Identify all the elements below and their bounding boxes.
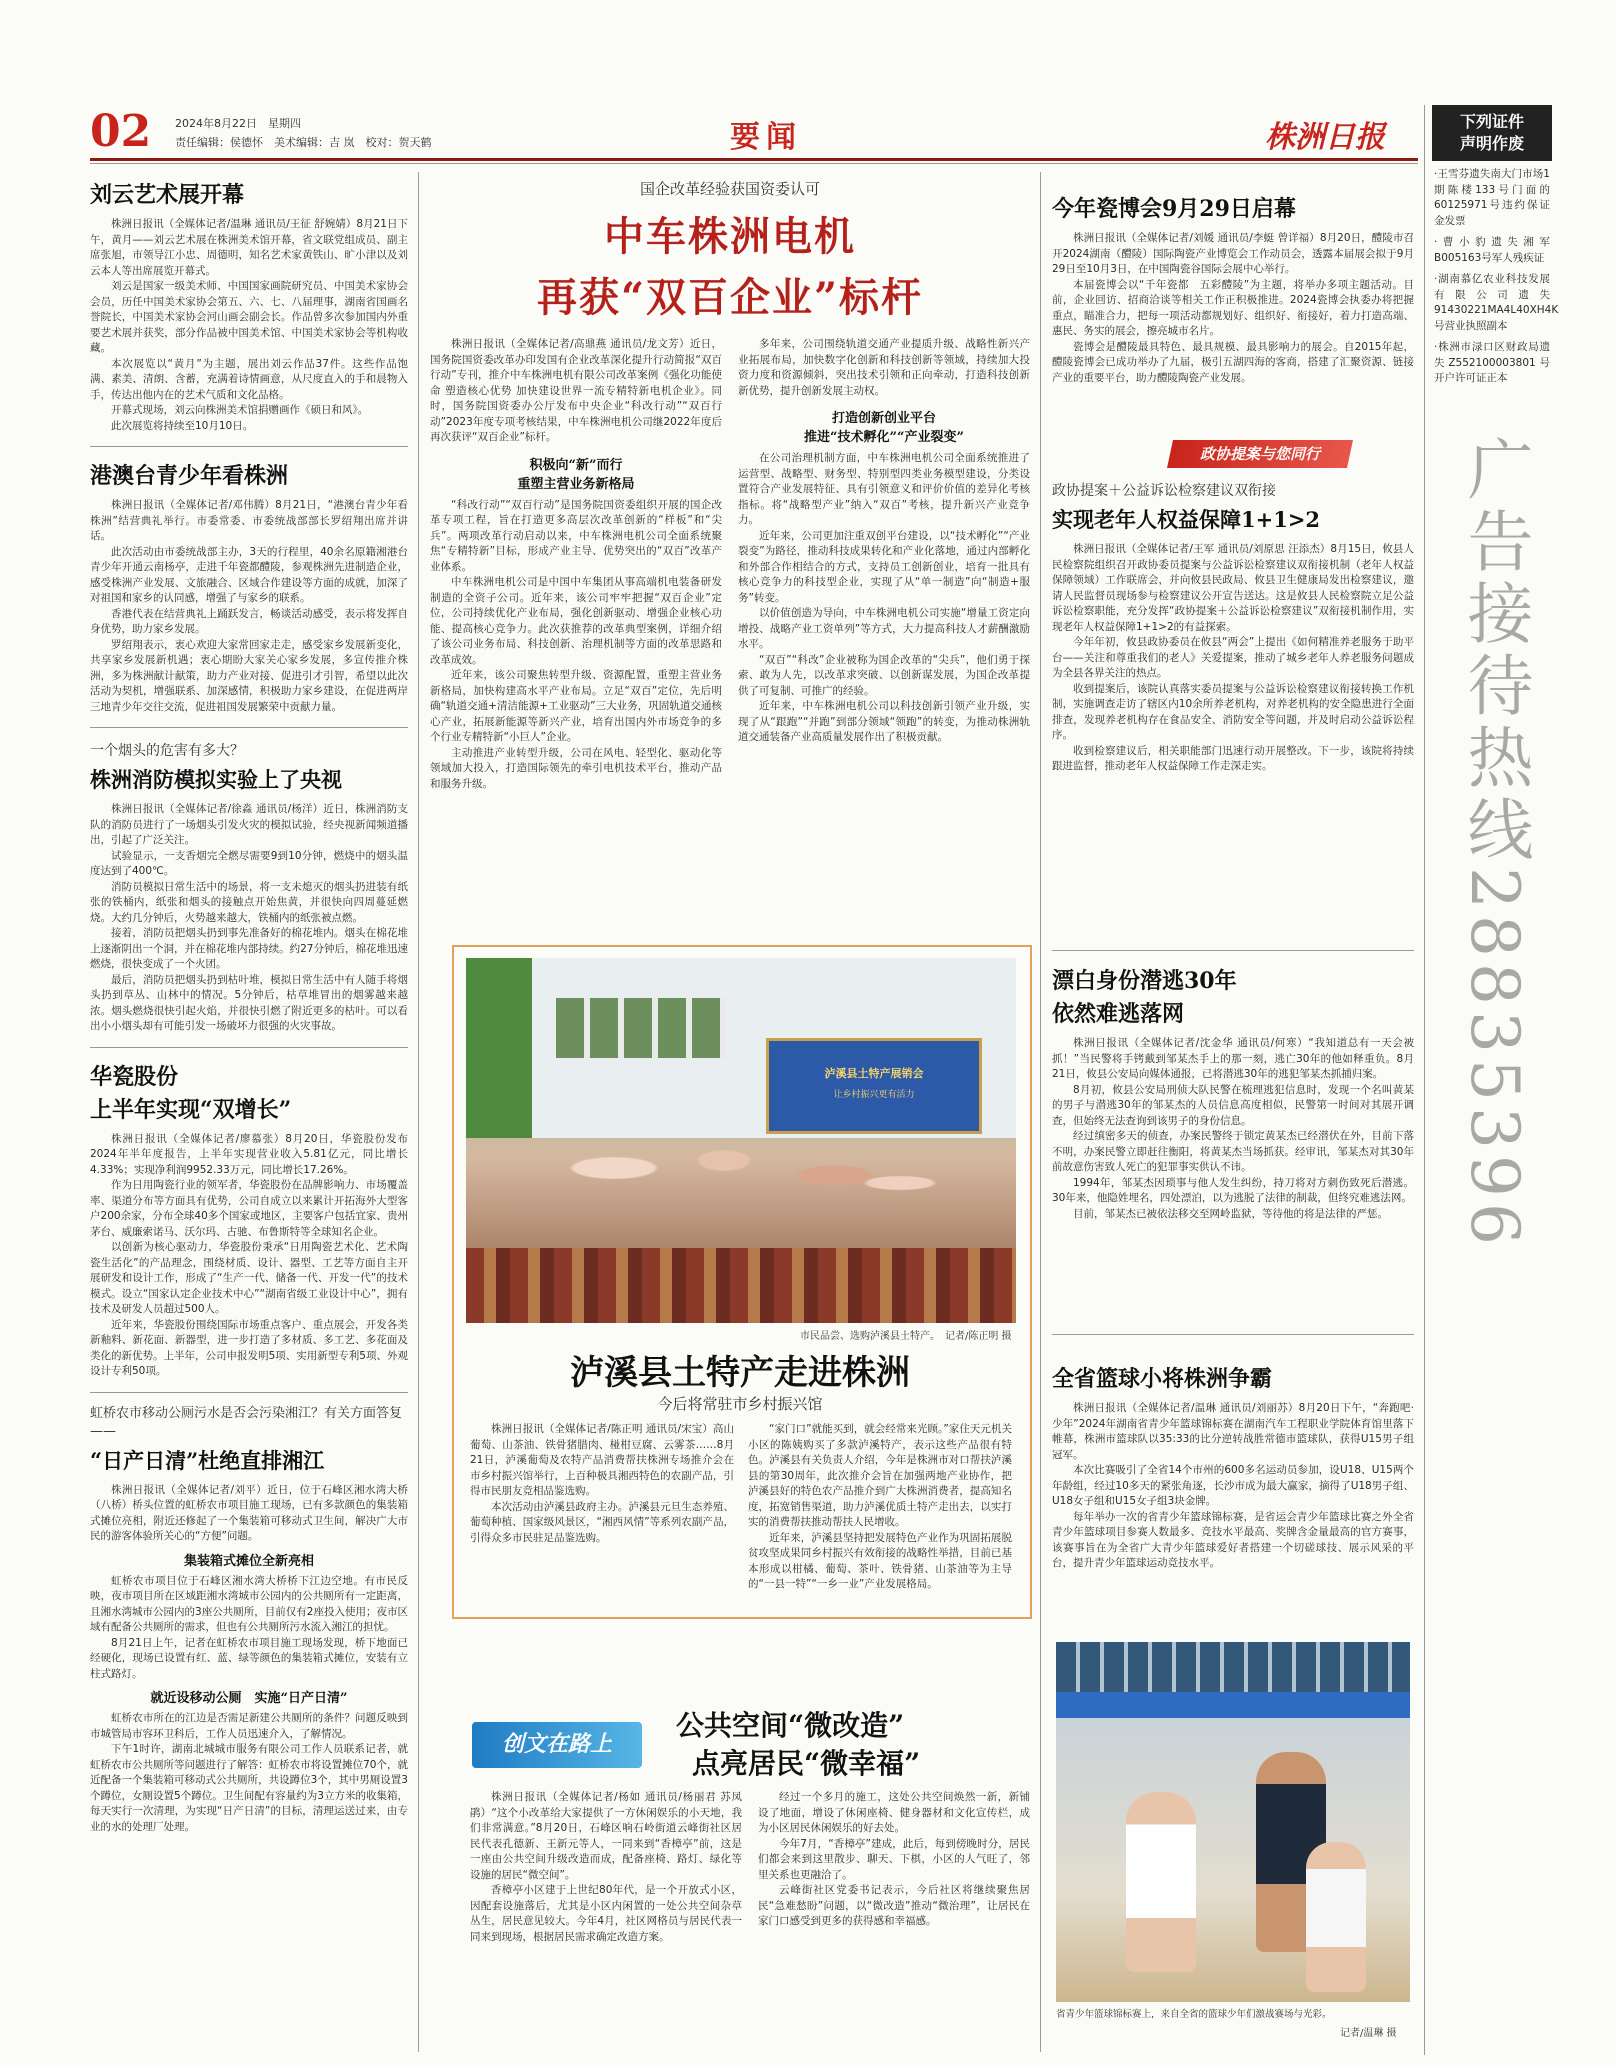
subhead-crrc-2b: 推进“技术孵化”“产业裂变” xyxy=(804,430,964,445)
luxi-photo xyxy=(466,958,1016,1323)
paragraph: 今年年初，攸县政协委员在攸县“两会”上提出《如何精准养老服务于助平台——关注和尊重我们的老人》关爱提案，推动了城乡老年人养老服务问题成为全县各界关注的热点。 xyxy=(1052,636,1414,679)
article-gangao xyxy=(90,459,408,715)
paragraph: 株洲日报讯（全媒体记者/邓伟腾）8月21日，“港澳台青少年看株洲”结营典礼举行。市委常委、市委统战部部长罗绍翔出席并讲话。 xyxy=(90,499,408,542)
paragraph: 以价值创造为导向，中车株洲电机公司实施“增量工资定向增投、战略产业工资单列”等方式，大力提高科技人才薪酬激励水平。 xyxy=(738,607,1030,650)
headline-smoke: 株洲消防模拟实验上了央视 xyxy=(90,767,342,792)
headline-huaci-2: 上半年实现“双增长” xyxy=(90,1096,292,1123)
section-title: 要闻 xyxy=(730,120,802,155)
wenchuang-col-right xyxy=(758,1790,1030,2052)
photo-shoppers xyxy=(526,1108,966,1258)
paragraph: 香港代表在结营典礼上踊跃发言，畅谈活动感受，表示将发挥自身优势，助力家乡发展。 xyxy=(90,607,408,635)
paragraph: 株洲日报讯（全媒体记者/王军 通讯员/刘原思 汪添杰）8月15日，攸县人民检察院组织召开政协委员提案与公益诉讼检察建议双衔接机制（老年人权益保障领域）工作联席会，并向攸县民政局、攸县卫生健康局发出检察建议，邀请人民监督员现场参与检察建议公开宣告送达。这是攸县人民检察院立足公益诉讼检察职能，充分发挥“政协提案＋公益诉讼检察建议”双衔接机制作用，实现老年人权益保障1+1>2的有益探索。 xyxy=(1052,543,1414,633)
divider xyxy=(1052,1334,1414,1335)
editors-line: 责任编辑：侯德怀 美术编辑：吉 岚 校对：贺天鹤 xyxy=(175,136,432,149)
headline-gangao: 港澳台青少年看株洲 xyxy=(90,463,289,489)
paragraph: “科改行动”“双百行动”是国务院国资委组织开展的国企改革专项工程，旨在打造更多高层次改革创新的“样板”和“尖兵”。两项改革行动启动以来，中车株洲电机公司全面系统聚焦“专精特新”目标，形成产业主导、优势突出的“双百”改革产业体系。 xyxy=(430,498,722,573)
headline-basketball: 全省篮球小将株洲争霸 xyxy=(1052,1366,1273,1392)
paragraph: 开幕式现场，刘云向株洲美术馆捐赠画作《硕日和风》。 xyxy=(111,404,369,416)
divider xyxy=(90,1392,408,1393)
paragraph: 香樟亭小区建于上世纪80年代，是一个开放式小区，因配套设施落后，尤其是小区内闲置的一处公共空间杂草丛生，居民意见较大。今年4月，社区网格员与居民代表一同来到现场，根据居民需求确定改造方案。 xyxy=(470,1884,742,1943)
notice-item: ·株洲市渌口区财政局遗失Z552100003801号开户许可证正本 xyxy=(1434,341,1550,384)
paragraph: 株洲日报讯（全媒体记者/陈正明 通讯员/宋宝）高山葡萄、山茶油、铁骨猪腊肉、椪柑豆腐、云雾茶……8月21日，泸溪葡萄及农特产品消费帮扶株洲专场推介会在市乡村振兴馆举行，上百种极具湘西特色的农副产品，引得市民朋友竞相品鉴选购。 xyxy=(470,1423,734,1497)
paragraph: 云峰街社区党委书记表示，今后社区将继续聚焦居民“急难愁盼”问题，以“微改造”推动“微治理”，让居民在家门口感受到更多的获得感和幸福感。 xyxy=(758,1884,1030,1927)
article-smoke xyxy=(90,740,408,1035)
paragraph: 接着，消防员把烟头扔到事先准备好的棉花堆内。烟头在棉花堆上逐渐阴出一个洞，并在棉花堆内部持续。约27分钟后，棉花堆迅速燃烧，很快变成了一个火团。 xyxy=(90,927,408,970)
paragraph: 近年来，华瓷股份围绕国际市场重点客户、重点展会，开发各类新釉料、新花面、新器型，进一步打造了多材质、多工艺、多花面及类化的新优势。上半年，公司申报发明5项、实用新型专利5项、外观设计专利50项。 xyxy=(90,1318,408,1377)
cppcc-banner-text: 政协提案与您同行 xyxy=(1199,445,1320,463)
paragraph: 每年举办一次的省青少年篮球锦标赛，是省运会青少年篮球比赛之外全省青少年篮球项目参赛人数最多、竞技水平最高、奖牌含金量最高的官方赛事，该赛事旨在为全省广大青少年篮球爱好者搭建一个切磋球技、展示风采的平台，提升青少年篮球运动竞技水平。 xyxy=(1052,1510,1414,1569)
paragraph: 株洲日报讯（全媒体记者/杨如 通讯员/杨丽君 苏凤鹃）“这个小改革给大家提供了一方休闲娱乐的小天地，我们非常满意。”8月20日，石峰区响石岭街道云峰街社区居民代表孔德新、王新元等人，一同来到“香樟亭”前，这是一座由公共空间升级改造而成，配备座椅、路灯、绿化等设施的居民“微空间”。 xyxy=(470,1791,742,1881)
paragraph: 株洲日报讯（全媒体记者/温琳 通讯员/王征 舒婉婧）8月21日下午，黄月——刘云艺术展在株洲美术馆开幕，省文联党组成员、副主席张旭，市领导江小忠、周德明，知名艺术家黄铁山、旷小津以及刘云本人等出席展览开幕式。 xyxy=(90,218,408,277)
luxi-col-left xyxy=(470,1422,734,1608)
cppcc-banner xyxy=(1167,440,1353,468)
paragraph: 株洲日报讯（全媒体记者/温琳 通讯员/刘丽苏）8月20日下午，“奔跑吧·少年”2024年湖南省青少年篮球锦标赛在湖南汽车工程职业学院体育馆里落下帷幕，株洲市篮球队以35:33的比分逆转战胜常德市篮球队，获得U15男子组冠军。 xyxy=(1052,1402,1414,1461)
paragraph: 株洲日报讯（全媒体记者/廖慕张）8月20日，华瓷股份发布2024年半年度报告，上半年实现营业收入5.81亿元，同比增长4.33%；实现净利润9952.33万元，同比增长17.26%。 xyxy=(90,1132,408,1176)
subhead-crrc-2a: 打造创新创业平台 xyxy=(831,411,936,426)
paragraph: 株洲日报讯（全媒体记者/高鼎燕 通讯员/龙文芳）近日，国务院国资委改革办印发国有企业改革深化提升行动简报“双百行动”专刊，推介中车株洲电机有限公司改革案例《强化功能使命 塑造核心优势 加快建设世界一流专精特新电机企业》。同时，国务院国资委办公厅发布中央企业“科改行动”“双百行动”2023年度专项考核结果，中车株洲电机公司继2022年度后再次获评“双百企业”标杆。 xyxy=(430,338,722,443)
article-fugitive xyxy=(1052,958,1414,1328)
headline-fugitive-1: 漂白身份潜逃30年 xyxy=(1052,968,1237,994)
paragraph: 消防员模拟日常生活中的场景，将一支未熄灭的烟头扔进装有纸张的铁桶内，纸张和烟头的接触点开始焦黄，并很快向四周蔓延燃烧。大约几分钟后，火势越来越大，铁桶内的纸张被点燃。 xyxy=(90,880,408,924)
photo-table xyxy=(466,1248,1016,1323)
headline-huaci-1: 华瓷股份 xyxy=(90,1063,179,1090)
notices-title-1: 下列证件 xyxy=(1459,112,1524,131)
subhead-crrc-1b: 重塑主营业务新格局 xyxy=(517,476,635,492)
photo-frames xyxy=(556,998,726,1058)
paper-logo: 株洲日报 xyxy=(1265,120,1385,155)
paragraph: 中车株洲电机公司是中国中车集团从事高端机电装备研发制造的全资子公司。近年来，该公司牢牢把握“双百企业”定位，公司持续优化产业布局，强化创新驱动、增强企业核心功能、提高核心竞争力。此次获推荐的改革典型案例，详细介绍了该公司业务布局、科技创新、治理机制等方面的改革思路和改革成效。 xyxy=(430,576,722,666)
paragraph: 近年来，该公司聚焦转型升级、资源配置，重塑主营业务新格局，加快构建高水平产业布局。立足“双百”定位，先后明确“轨道交通+清洁能源+工业驱动”三大业务，巩固轨道交通核心产业，拓展新能源等新兴产业，培育出国内外市场竞争的多个行业专精特新“小巨人”企业。 xyxy=(430,669,722,743)
notices-header xyxy=(1432,105,1552,161)
notices-sidebar xyxy=(1432,105,1559,2065)
kicker-smoke: 一个烟头的危害有多大？ xyxy=(90,743,244,759)
wenchuang-col-left xyxy=(470,1790,742,2052)
paragraph: 此次展览将持续至10月10日。 xyxy=(111,419,254,432)
page-number: 02 xyxy=(90,106,152,157)
article-cppcc xyxy=(1052,474,1414,944)
notice-item: ·王雪芬遗失南大门市场1期陈楼133号门面的60125971号违约保证金发票 xyxy=(1434,168,1550,227)
paragraph: 下午1时许，湖南北城城市服务有限公司工作人员联系记者，就虹桥农市公共厕所等问题进行了解答：虹桥农市将设置摊位70个，就近配备一个集装箱可移动式公共厕所，共设蹲位3个，其中男厕设置3个蹲位，女厕设置5个蹲位。卫生间配有容量约为3立方米的收集箱，每天实行一次清理，为实现“日产日清”的目标，清理运送过来，由专业的水的处理厂处理。 xyxy=(90,1743,408,1833)
article-expo xyxy=(1052,172,1414,432)
wenchuang-banner xyxy=(472,1722,642,1768)
kicker-river: 虹桥农市移动公厕污水是否会污染湘江？有关方面答复—— xyxy=(90,1405,403,1439)
subtitle-luxi: 今后将常驻市乡村振兴馆 xyxy=(657,1395,823,1413)
notices-list xyxy=(1432,161,1559,387)
paragraph: 近年来，中车株洲电机公司以科技创新引领产业升级，实现了从“跟跑”“并跑”到部分领域“领跑”的转变，为推动株洲轨道交通装备产业高质量发展作出了积极贡献。 xyxy=(738,700,1030,743)
divider xyxy=(1052,950,1414,951)
masthead xyxy=(90,106,1410,160)
paragraph: 刘云是国家一级美术师、中国国家画院研究员、中国美术家协会会员，历任中国美术家协会第五、六、七、八届理事，湖南省国画名誉院长，中国美术家协会河山画会副会长。作品曾多次参加国内外重要艺术展并获奖，部分作品被中国美术馆、中国美术家协会等机构收藏。 xyxy=(90,280,408,354)
paragraph: 在公司治理机制方面，中车株洲电机公司全面系统推进了运营型、战略型、财务型、特别型四类业务模型建设，分类设置符合产业发展特征、具有引领意义和评价价值的差异化考核指标。将“战略型产业”纳入“双百”考核，提升新兴产业竞争力。 xyxy=(738,452,1030,526)
left-column xyxy=(90,172,408,2052)
luxi-body xyxy=(470,1422,1012,1608)
masthead-rule-thin xyxy=(90,163,1418,164)
headline-cppcc: 实现老年人权益保障1+1>2 xyxy=(1052,507,1321,532)
paragraph: 目前，邹某杰已被依法移交至网岭监狱，等待他的将是法律的严惩。 xyxy=(1073,1207,1388,1220)
paragraph: 株洲日报讯（全媒体记者/刘媛 通讯员/李蜓 曾详福）8月20日，醴陵市召开2024湖南（醴陵）国际陶瓷产业博览会工作动员会，透露本届展会拟于9月29日至10月3日，在中国陶瓷谷国际会展中心举行。 xyxy=(1052,232,1414,275)
kicker-cppcc: 政协提案＋公益诉讼检察建议双衔接 xyxy=(1052,483,1276,499)
crrc-col-right xyxy=(738,337,1030,792)
sidebar-divider xyxy=(1424,105,1425,2055)
article-basketball xyxy=(1052,1342,1414,1632)
notice-item: ·湖南慕亿农业科技发展有限公司遗失91430221MA4L40XH4K号营业执照副本 xyxy=(1434,273,1559,332)
issue-date: 2024年8月22日 星期四 xyxy=(175,117,301,130)
basketball-photo-credit: 记者/温琳 摄 xyxy=(1340,2028,1397,2039)
crrc-col-left xyxy=(430,337,722,792)
paragraph: 罗绍翔表示，衷心欢迎大家常回家走走，感受家乡发展新变化，共享家乡发展新机遇；衷心期盼大家关心家乡发展，多宣传推介株洲，多为株洲献计献策，助力产业对接、促进引才引智，希望以此次活动为契机，增强联系、加深感情，积极助力家乡建设，在促进两岸三地青少年交往交流，促进祖国发展繁荣中贡献力量。 xyxy=(90,638,408,713)
headline-crrc-2: 再获“双百企业”标杆 xyxy=(536,274,923,321)
paragraph: 1994年，邹某杰因琐事与他人发生纠纷，持刀将对方刺伤致死后潜逃。30年来，他隐姓埋名，四处漂泊，以为逃脱了法律的制裁，但终究难逃法网。 xyxy=(1052,1176,1414,1204)
paragraph: “家门口”就能买到，就会经常来光顾。”家住天元机关小区的陈姨购买了多款泸溪特产，表示这些产品很有特色。泸溪县有关负责人介绍，今年是株洲市对口帮扶泸溪县的第30周年，此次推介会旨在加强两地产业协作，把泸溪县好的特色农产品推介到广大株洲消费者，提高知名度，拓宽销售渠道，助力泸溪优质土特产走出去，以实打实的消费帮扶推动帮扶人民增收。 xyxy=(748,1423,1012,1528)
paragraph: 近年来，泸溪县坚持把发展特色产业作为巩固拓展脱贫攻坚成果同乡村振兴有效衔接的战略性举措，目前已基本形成以柑橘、葡萄、茶叶、铁骨猪、山茶油等为主导的“一县一特”“一乡一业”产业发展格局。 xyxy=(748,1531,1012,1590)
paragraph: 作为日用陶瓷行业的领军者，华瓷股份在品牌影响力、市场覆盖率、渠道分布等方面具有优势，公司自成立以来累计开拓海外大型客户200余家，分布全球40多个国家或地区，主要客户包括宜家、贵州茅台、威廉索诺马、沃尔玛、古驰、布鲁斯特等全球知名企业。 xyxy=(90,1179,408,1238)
paragraph: 株洲日报讯（全媒体记者/刘平）近日，位于石峰区湘水湾大桥（八桥）桥头位置的虹桥农市项目施工现场，已有多款颜色的集装箱式摊位亮相，附近还修起了一个集装箱可移动式卫生间，解决广大市民的游客体验所关心的“方便”问题。 xyxy=(90,1483,408,1542)
headline-wenchuang-2: 点亮居民“微幸福” xyxy=(692,1747,921,1780)
paragraph: 瓷博会是醴陵最具特色、最具规模、最具影响力的展会。自2015年起，醴陵瓷博会已成功举办了九届，极引五湖四海的客商，搭建了汇聚资源、链接产业的重要平台，助力醴陵陶瓷产业发展。 xyxy=(1052,340,1414,384)
paragraph: 虹桥农市所在的江边是否需足新建公共厕所的条件？问题反映到市城管局市容环卫科后，工作人员迅速介入，了解情况。 xyxy=(90,1712,408,1740)
article-river xyxy=(90,1405,408,1836)
luxi-photo-caption: 市民品尝、选购泸溪县土特产。 记者/陈正明 摄 xyxy=(800,1331,1012,1342)
column-divider xyxy=(1040,172,1041,2052)
basketball-photo xyxy=(1056,1642,1410,2002)
divider xyxy=(90,727,408,728)
banner-text-2: 让乡村振兴更有活力 xyxy=(833,1090,915,1100)
wenchuang-body xyxy=(470,1790,1030,2052)
paragraph: 主动推进产业转型升级，公司在风电、轻型化、驱动化等领域加大投入，打造国际领先的牵引电机技术平台，推动产品和服务升级。 xyxy=(430,746,722,790)
paragraph: 本次活动由泸溪县政府主办。泸溪县元旦生态养殖、葡萄种植、国家级风景区，“湘西风情”等系列农副产品，引得众多市民驻足品鉴选购。 xyxy=(470,1500,734,1544)
paragraph: 8月初，攸县公安局刑侦大队民警在梳理逃犯信息时，发现一个名叫黄某的男子与潜逃30年的邹某杰的人员信息高度相似，民警第一时间对其展开调查，但始终无法查询到该男子的身份信息。 xyxy=(1052,1083,1414,1127)
divider xyxy=(90,1047,408,1048)
masthead-rule xyxy=(90,158,1418,161)
paragraph: 最后，消防员把烟头扔到枯叶堆，模拟日常生活中有人随手将烟头扔到草丛、山林中的情况。5分钟后，枯草堆冒出的烟雾越来越浓。烟头燃烧很快引起火焰，并很快引燃了附近更多的枯叶。可以看出小小烟头却有可能引发一场破坏力很强的火灾事故。 xyxy=(90,973,408,1032)
paragraph: 收到检察建议后，相关职能部门迅速行动开展整改。下一步，该院将持续跟进监督，推动老年人权益保障工作走深走实。 xyxy=(1052,744,1414,772)
paragraph: 本届瓷博会以“千年瓷都 五彩醴陵”为主题，将举办多项主题活动。目前，企业回访、招商洽谈等相关工作正积极推进。2024瓷博会执委办将把握重点，瞄准合力，把每一项活动都规划好、组织好、衔接好，着力打造高端、惠民、务实的展会，擦亮城市名片。 xyxy=(1052,278,1414,337)
column-divider xyxy=(418,172,419,2052)
basketball-photo-caption: 省青少年篮球锦标赛上，来自全省的篮球少年们激战赛场与光彩。 xyxy=(1056,2009,1332,2020)
paragraph: 株洲日报讯（全媒体记者/徐淼 通讯员/杨洋）近日，株洲消防支队的消防员进行了一场烟头引发火灾的模拟试验，经央视新闻频道播出，引起了广泛关注。 xyxy=(90,803,408,846)
photo-player-white xyxy=(1126,1792,1196,1972)
headline-luxi: 泸溪县土特产走进株洲 xyxy=(570,1353,910,1393)
article-crrc xyxy=(430,172,1030,932)
headline-crrc-1: 中车株洲电机 xyxy=(604,213,856,260)
wenchuang-banner-text: 创文在路上 xyxy=(501,1732,612,1757)
paragraph: 虹桥农市项目位于石峰区湘水湾大桥桥下江边空地。有市民反映，夜市项目所在区域距湘水湾城市公园内的公共厕所有一定距离，且湘水湾城市公园内的3座公共厕所，目前仅有2座投入使用；夜市区域有配备公共厕所的需求，但也有公共厕所污水流入湘江的担忧。 xyxy=(90,1574,408,1633)
paragraph: 今年7月，“香樟亭”建成，此后，每到傍晚时分，居民们都会来到这里散步、聊天、下棋，小区的人气旺了，邻里关系也更融洽了。 xyxy=(758,1837,1030,1881)
headline-wenchuang-1: 公共空间“微改造” xyxy=(676,1709,905,1742)
divider xyxy=(90,446,408,447)
photo-board xyxy=(1056,1692,1410,1718)
paragraph: 近年来，公司更加注重双创平台建设，以“技术孵化”“产业裂变”为路径，推动科技成果转化和产业化落地，通过内部孵化和外部合作相结合的方式，支持员工创新创业，培育一批具有核心竞争力的科技型企业，实现了从“单一制造”向“制造+服务”转变。 xyxy=(738,529,1030,604)
subhead-river-2: 就近设移动公厕 实施“日产日清” xyxy=(150,1691,348,1706)
headline-expo: 今年瓷博会9月29日启幕 xyxy=(1052,196,1296,222)
notices-title-2: 声明作废 xyxy=(1459,134,1524,153)
paragraph: 多年来，公司围绕轨道交通产业提质升级、战略性新兴产业拓展布局，加快数字化创新和科技创新等领域，持续加大投资力度和资源倾斜，突出技术引领和正向牵动，打造科技创新新优势，提升创新发展主动权。 xyxy=(738,338,1030,397)
headline-river: “日产日清”杜绝直排湘江 xyxy=(90,1447,325,1473)
paragraph: 本次比赛吸引了全省14个市州的600多名运动员参加，设U18、U15两个年龄组，经过10多天的紧张角逐，长沙市成为最大赢家，摘得了U18男子组、U18女子组和U15女子组3块金牌。 xyxy=(1052,1464,1414,1507)
article-liuyun xyxy=(90,178,408,434)
headline-liuyun: 刘云艺术展开幕 xyxy=(90,182,245,208)
subhead-crrc-1a: 积极向“新”而行 xyxy=(529,457,623,473)
banner-text-1: 泸溪县土特产展销会 xyxy=(824,1067,924,1080)
paragraph: 8月21日上午，记者在虹桥农市项目施工现场发现，桥下地面已经硬化，现场已设置有红、蓝、绿等颜色的集装箱式摊位，安装有立柱式路灯。 xyxy=(90,1636,408,1680)
kicker-crrc: 国企改革经验获国资委认可 xyxy=(639,180,820,198)
paragraph: 经过一个多月的施工，这处公共空间焕然一新，新铺设了地面，增设了休闲座椅、健身器材和文化宣传栏，成为小区居民休闲娱乐的好去处。 xyxy=(758,1791,1030,1834)
paragraph: 收到提案后，该院认真落实委员提案与公益诉讼检察建议衔接转换工作机制，实施调查走访了辖区内10余所养老机构，对养老机构的安全隐患进行全面排查，发现养老机构存在食品安全、消防安全等问题，并及时启动公益诉讼程序。 xyxy=(1052,682,1414,741)
paragraph: 株洲日报讯（全媒体记者/沈金华 通讯员/何寒）“我知道总有一天会被抓！”当民警将手铐戴到邹某杰手上的那一刻，逃亡30年的他如释重负。8月21日，攸县公安局向媒体通报，已将潜逃30年的逃犯邹某杰抓捕归案。 xyxy=(1052,1037,1414,1080)
paragraph: 本次展览以“黄月”为主题，展出刘云作品37件。这些作品饱满、素美、清朗、含蓄，充满着诗情画意，从尺度直入的手和晨物入手，传达出他内在的艺术气质和文化品格。 xyxy=(90,357,408,401)
subhead-river-1: 集装箱式摊位全新亮相 xyxy=(183,1553,314,1569)
luxi-col-right xyxy=(748,1422,1012,1608)
ad-hotline: 广告接待热线28835396 xyxy=(1456,435,1533,1251)
paragraph: 试验显示，一支香烟完全燃尽需要9到10分钟，燃烧中的烟头温度达到了400℃。 xyxy=(90,849,408,877)
paragraph: “双百”“科改”企业被称为国企改革的“尖兵”，他们勇于探索、敢为人先，以改革求突破、以创新谋发展，为国企改革提供了可复制、可推广的经验。 xyxy=(738,653,1030,697)
photo-stands xyxy=(1056,1642,1410,1692)
notice-item: ·曹小豹遗失湘军B005163号军人残疾证 xyxy=(1434,236,1550,264)
paragraph: 此次活动由市委统战部主办，3天的行程里，40余名原籍湘港台青少年开通云南杨亭，走进千年瓷都醴陵，参观株洲先进制造企业，感受株洲产业发展、文旅融合、区域合作建设等方面的成就，加深了对祖国和家乡的认同感，增强了与家乡的联系。 xyxy=(90,545,408,604)
article-huaci xyxy=(90,1060,408,1380)
headline-fugitive-2: 依然难逃落网 xyxy=(1052,1001,1185,1027)
paragraph: 以创新为核心驱动力，华瓷股份秉承“日用陶瓷艺术化、艺术陶瓷生活化”的产品理念，围绕材质、设计、器型、工艺等方面自主开展研发和设计工作，形成了“生产一代、储备一代、开发一代”的技术模式。设立“国家认定企业技术中心”“湖南省级工业设计中心”，拥有技术及研发人员超过500人。 xyxy=(90,1241,408,1315)
paragraph: 经过缜密多天的侦查，办案民警终于锁定黄某杰已经潜伏在外，目前下落不明，办案民警立即赶往衡阳，将黄某杰当场抓获。经审讯，邹某杰对其30年前故意伤害致人死亡的犯罪事实供认不讳。 xyxy=(1052,1130,1414,1173)
photo-player-white-2 xyxy=(1306,1842,1366,1992)
